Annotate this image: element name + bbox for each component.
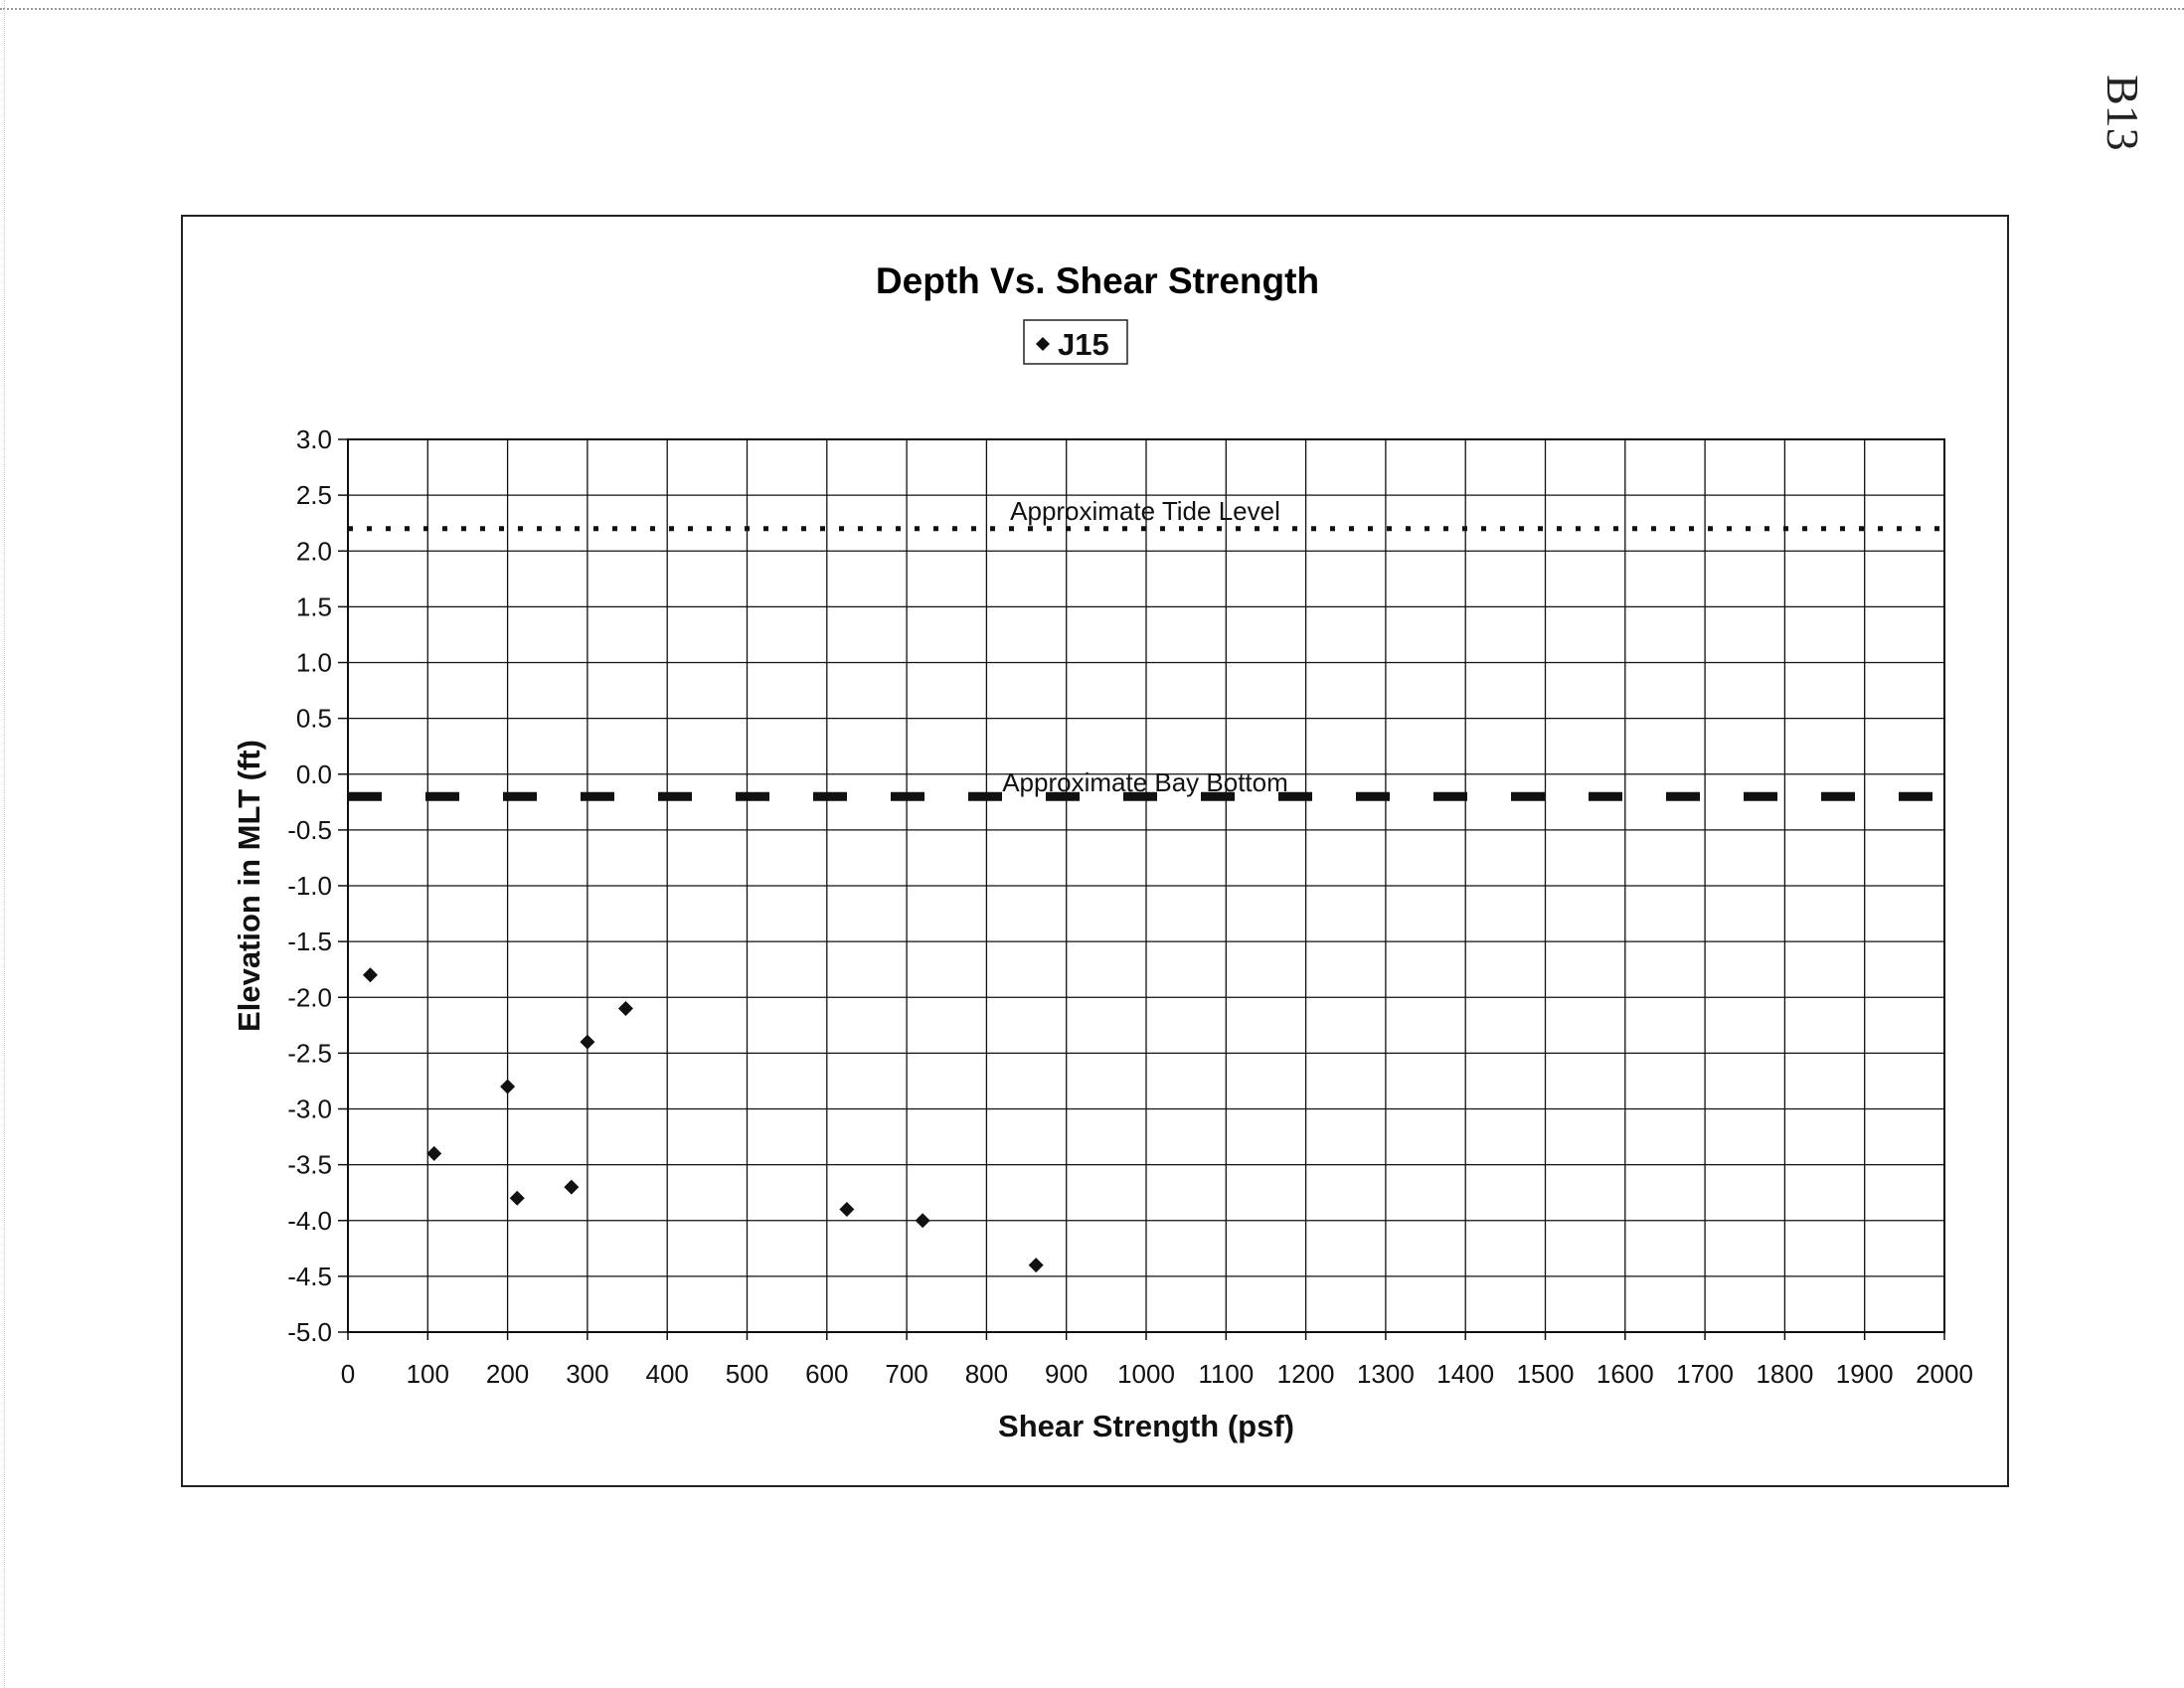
y-tick-label: -4.5 — [287, 1261, 332, 1291]
x-tick-label: 600 — [805, 1359, 849, 1389]
x-tick-label: 1400 — [1436, 1359, 1495, 1389]
legend — [1024, 320, 1127, 364]
bay-bottom-label: Approximate Bay Bottom — [1002, 767, 1288, 798]
x-tick-label: 1900 — [1835, 1359, 1894, 1389]
y-tick-label: 3.0 — [295, 424, 332, 454]
chart-frame — [181, 215, 2009, 1487]
x-tick-label: 300 — [566, 1359, 609, 1389]
x-tick-label: 900 — [1045, 1359, 1089, 1389]
y-tick-label: -4.0 — [287, 1205, 332, 1236]
x-tick-label: 1600 — [1596, 1359, 1654, 1389]
x-tick-label: 700 — [885, 1359, 928, 1389]
grid — [348, 439, 1944, 1332]
y-tick-label: 0.0 — [295, 759, 332, 789]
x-axis-label: Shear Strength (psf) — [998, 1409, 1294, 1443]
data-point — [618, 1001, 633, 1016]
x-tick-label: 1100 — [1198, 1359, 1255, 1389]
x-tick-label: 500 — [725, 1359, 769, 1389]
x-tick-label: 1200 — [1276, 1359, 1335, 1389]
x-tick-label: 1000 — [1117, 1359, 1175, 1389]
data-points — [363, 967, 1044, 1272]
x-tick-label: 1700 — [1676, 1359, 1735, 1389]
page-mark: B13 — [2098, 75, 2148, 151]
y-tick-label: 2.5 — [295, 480, 332, 511]
y-tick-label: -3.0 — [287, 1094, 332, 1124]
chart-title: Depth Vs. Shear Strength — [875, 260, 1320, 301]
x-tick-labels — [341, 1332, 1973, 1389]
y-tick-label: -2.0 — [287, 982, 332, 1013]
x-tick-label: 1800 — [1756, 1359, 1814, 1389]
tide-level-label: Approximate Tide Level — [1010, 495, 1280, 526]
y-tick-label: -1.5 — [287, 927, 332, 957]
y-tick-label: -3.5 — [287, 1149, 332, 1180]
y-tick-label: -5.0 — [287, 1317, 332, 1347]
y-tick-labels — [287, 424, 348, 1347]
y-tick-label: 0.5 — [295, 703, 332, 734]
data-point — [510, 1191, 525, 1206]
y-tick-label: -1.0 — [287, 871, 332, 901]
y-tick-label: -2.5 — [287, 1038, 332, 1069]
data-point — [564, 1180, 579, 1195]
data-point — [426, 1146, 441, 1161]
data-point — [580, 1035, 594, 1050]
data-point — [839, 1202, 854, 1217]
y-axis-label: Elevation in MLT (ft) — [232, 740, 266, 1032]
x-tick-label: 2000 — [1916, 1359, 1973, 1389]
y-tick-label: 2.0 — [295, 536, 332, 567]
chart-svg — [183, 217, 2007, 1485]
x-tick-label: 800 — [964, 1359, 1009, 1389]
page-left-edge — [4, 0, 5, 1688]
x-tick-label: 100 — [406, 1359, 449, 1389]
x-tick-label: 1500 — [1516, 1359, 1575, 1389]
data-point — [1029, 1258, 1044, 1272]
data-point — [500, 1080, 515, 1095]
page-top-edge — [0, 8, 2184, 10]
x-tick-label: 400 — [645, 1359, 689, 1389]
y-tick-label: 1.0 — [295, 647, 332, 678]
data-point — [916, 1213, 930, 1228]
y-tick-label: -0.5 — [287, 814, 332, 845]
data-point — [363, 967, 378, 982]
legend-label: J15 — [1058, 327, 1109, 362]
x-tick-label: 1300 — [1356, 1359, 1415, 1389]
x-tick-label: 0 — [340, 1359, 356, 1389]
x-tick-label: 200 — [485, 1359, 530, 1389]
y-tick-label: 1.5 — [295, 591, 332, 622]
